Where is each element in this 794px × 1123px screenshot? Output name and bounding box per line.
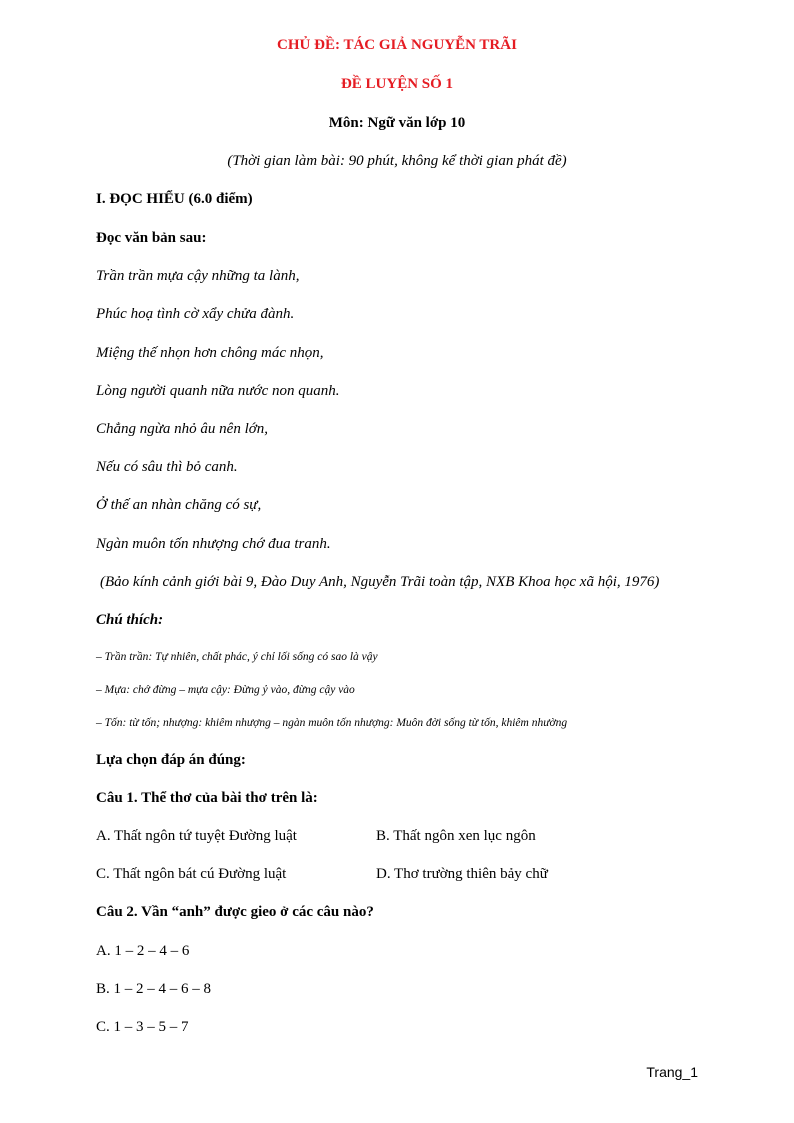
- poem-line: Lòng người quanh nữa nước non quanh.: [96, 383, 340, 399]
- poem-line: Ở thế an nhàn chăng có sự,: [96, 497, 262, 513]
- poem-line: Trần trần mựa cậy những ta lành,: [96, 268, 300, 284]
- poem-line: Miệng thế nhọn hơn chông mác nhọn,: [96, 345, 324, 361]
- q1-option-b: B. Thất ngôn xen lục ngôn: [376, 828, 536, 844]
- poem-line: Chẳng ngừa nhỏ âu nên lớn,: [96, 421, 269, 437]
- page-number: Trang_1: [646, 1064, 698, 1080]
- q2-option-c: C. 1 – 3 – 5 – 7: [96, 1019, 189, 1035]
- exam-number: ĐỀ LUYỆN SỐ 1: [340, 76, 454, 92]
- q1-option-c: C. Thất ngôn bát cú Đường luật: [96, 866, 287, 882]
- subject-line: Môn: Ngữ văn lớp 10: [328, 115, 466, 131]
- question-1-title: Câu 1. Thể thơ của bài thơ trên là:: [96, 790, 318, 806]
- time-note: (Thời gian làm bài: 90 phút, không kể thời gian phát đề): [227, 153, 567, 169]
- reading-instruction: Đọc văn bản sau:: [96, 230, 207, 246]
- note-item: – Tốn: từ tốn; nhượng: khiêm nhượng – ngàn muôn tốn nhượng: Muôn đời sống từ tốn, khiêm nhường: [96, 717, 568, 729]
- question-2-title: Câu 2. Vần “anh” được gieo ở các câu nào?: [96, 904, 374, 920]
- topic-title: CHỦ ĐỀ: TÁC GIẢ NGUYỄN TRÃI: [277, 37, 517, 53]
- q1-option-a: A. Thất ngôn tứ tuyệt Đường luật: [96, 828, 297, 844]
- q1-option-d: D. Thơ trường thiên bảy chữ: [376, 866, 548, 882]
- q2-option-a: A. 1 – 2 – 4 – 6: [96, 943, 190, 959]
- poem-source: (Bảo kính cảnh giới bài 9, Đào Duy Anh, Nguyễn Trãi toàn tập, NXB Khoa học xã hội, 1976): [100, 574, 660, 590]
- notes-title: Chú thích:: [96, 612, 164, 628]
- poem-line: Phúc hoạ tình cờ xẩy chửa đành.: [96, 306, 295, 322]
- poem-line: Nếu có sâu thì bỏ canh.: [96, 459, 238, 475]
- q2-option-b: B. 1 – 2 – 4 – 6 – 8: [96, 981, 212, 997]
- note-item: – Trần trần: Tự nhiên, chất phác, ý chỉ lối sống có sao là vậy: [96, 651, 378, 663]
- poem-line: Ngàn muôn tốn nhượng chớ đua tranh.: [96, 536, 331, 552]
- note-item: – Mựa: chớ đừng – mựa cậy: Đừng ỷ vào, đừng cậy vào: [96, 684, 355, 696]
- section-title: I. ĐỌC HIỂU (6.0 điểm): [96, 191, 253, 207]
- choose-label: Lựa chọn đáp án đúng:: [96, 752, 246, 768]
